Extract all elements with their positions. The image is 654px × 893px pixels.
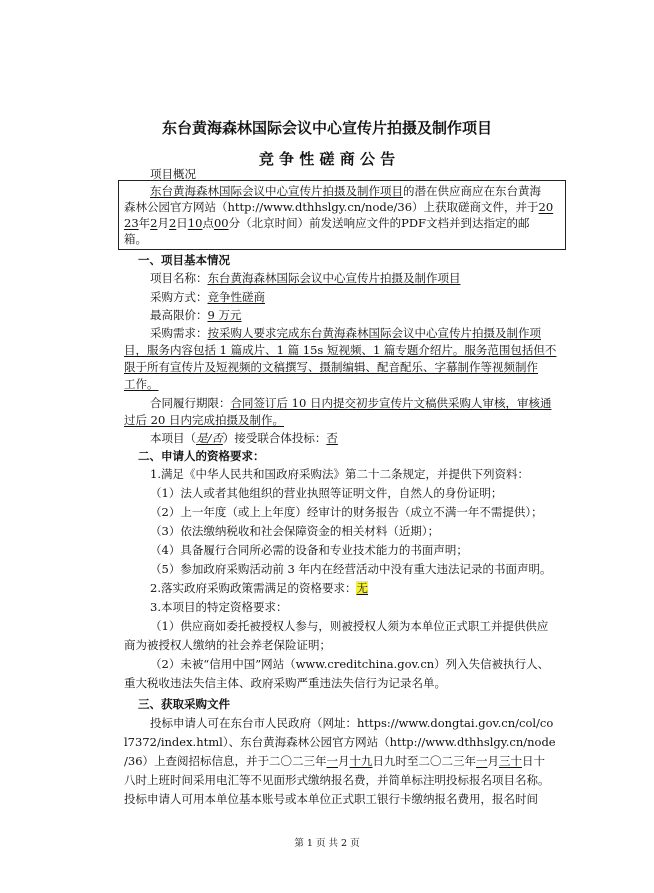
obtain-doc-line-3-f: 日十: [522, 754, 546, 768]
qualification-3-2a: （2）未被“信用中国”网站（www.creditchina.gov.cn）列入失信被执行人、: [150, 657, 550, 671]
overview-project-name: 东台黄海森林国际会议中心宣传片拍摄及制作项目: [150, 184, 403, 198]
consortium-row: [150, 430, 338, 446]
price-limit-label: 最高限价：: [150, 308, 208, 322]
project-name-row: [150, 270, 461, 286]
overview-line-1-rest: 的潜在供应商应在东台黄海: [403, 184, 541, 198]
requirement-row-1: [150, 325, 541, 341]
consortium-text-a: 本项目（: [150, 431, 196, 445]
section-2-heading: 二、申请人的资格要求：: [138, 449, 265, 463]
overview-year-part1: 20: [538, 200, 554, 214]
contract-period-text-1: 合同签订后 10 日内提交初步宣传片文稿供采购人审核，审核通: [230, 396, 552, 410]
qualification-1-1: （1）法人或者其他组织的营业执照等证明文件，自然人的身份证明；: [150, 486, 503, 500]
overview-minute: 00: [213, 216, 229, 230]
obtain-doc-line-4: 八时上班时间采用电汇等不见面形式缴纳报名费，并简单标注明投标报名项目名称。: [124, 773, 550, 787]
end-day: 三十: [499, 754, 523, 768]
qualification-3-2b: 重大税收违法失信主体、政府采购严重违法失信行为记录名单。: [124, 676, 446, 690]
overview-line-3: [124, 215, 530, 231]
qualification-1-4: （4）具备履行合同所必需的设备和专业技术能力的书面声明；: [150, 543, 468, 557]
document-subtitle: 竞 争 性 磋 商 公 告: [258, 150, 396, 168]
qualification-3-1b: 商为被授权人缴纳的社会养老保险证明；: [124, 638, 331, 652]
procurement-method-value: 竞争性磋商: [207, 290, 265, 304]
overview-day-unit: 日: [176, 216, 188, 230]
requirement-text-1: 按采购人要求完成东台黄海森林国际会议中心宣传片拍摄及制作项: [207, 326, 541, 340]
start-day: 十九: [349, 754, 373, 768]
project-name-label: 项目名称：: [150, 271, 208, 285]
page-footer: 第 1 页 共 2 页: [294, 838, 360, 849]
overview-day: 2: [168, 216, 177, 230]
section-3-heading: 三、获取采购文件: [138, 697, 230, 711]
obtain-doc-line-3-c: 日九时至二〇二三年: [372, 754, 477, 768]
overview-line-1: [150, 183, 541, 199]
overview-year-unit: 年: [138, 216, 151, 230]
qualification-2-text: 2.落实政府采购政策需满足的资格要求：: [150, 581, 357, 595]
project-name-value: 东台黄海森林国际会议中心宣传片拍摄及制作项目: [207, 271, 461, 285]
overview-line-2: [124, 199, 553, 215]
end-month-unit: 月: [487, 754, 500, 768]
price-limit-row: [150, 307, 241, 323]
end-month: 一: [476, 754, 488, 768]
qualification-1-2: （2）上一年度（或上上年度）经审计的财务报告（成立不满一年不需提供）；: [150, 505, 543, 519]
obtain-doc-line-1: 投标申请人可在东台市人民政府（网址：https://www.dongtai.gov.cn/col/co: [150, 716, 554, 730]
overview-line-4: 箱。: [124, 232, 147, 246]
qualification-3-1a: （1）供应商如委托被授权人参与，则被授权人须为本单位正式职工并提供供应: [150, 619, 549, 633]
qualification-2-value: 无: [356, 581, 368, 595]
qualification-2: [150, 580, 368, 596]
overview-line-2-text: 森林公园官方网站（http://www.dthhslgy.cn/node/36）上获取磋商文件，并于: [124, 200, 539, 214]
document-title: 东台黄海森林国际会议中心宣传片拍摄及制作项目: [161, 119, 492, 137]
obtain-doc-line-3: [124, 753, 545, 769]
contract-period-label: 合同履行期限：: [150, 396, 231, 410]
qualification-1-5: （5）参加政府采购活动前 3 年内在经营活动中没有重大违法记录的书面声明。: [150, 562, 552, 576]
consortium-value: 否: [326, 431, 338, 445]
overview-year-part2: 23: [124, 216, 139, 230]
qualification-1-3: （3）依法缴纳税收和社会保障资金的相关材料（近期）；: [150, 524, 440, 538]
overview-month-unit: 月: [157, 216, 169, 230]
obtain-doc-line-3-a: /36）上查阅招标信息，并于二〇二三年: [124, 754, 327, 768]
overview-hour: 10: [187, 216, 203, 230]
section-1-heading: 一、项目基本情况: [138, 253, 230, 267]
overview-heading: 项目概况: [150, 167, 196, 181]
start-month: 一: [326, 754, 339, 768]
obtain-doc-line-2: l7372/index.html）、东台黄海森林公园官方网站（http://www.dthhslgy.cn/node: [124, 735, 556, 749]
requirement-label: 采购需求：: [150, 326, 208, 340]
consortium-text-b: ）接受联合体投标：: [222, 431, 327, 445]
overview-line-3-rest: 分（北京时间）前发送响应文件的PDF文档并到达指定的邮: [228, 216, 530, 230]
procurement-method-label: 采购方式：: [150, 290, 208, 304]
procurement-method-row: [150, 289, 265, 305]
obtain-doc-line-5: 投标申请人可用本单位基本账号或本单位正式职工银行卡缴纳报名费用，报名时间: [124, 792, 538, 806]
consortium-options: 是/否: [196, 431, 223, 445]
requirement-text-2: 目，服务内容包括 1 篇成片、1 篇 15s 短视频、1 篇专题介绍片。服务范围包括但不: [124, 343, 557, 357]
contract-period-text-2: 过后 20 日内完成拍摄及制作。: [124, 413, 284, 427]
qualification-3: 3.本项目的特定资格要求：: [150, 600, 288, 614]
overview-hour-unit: 点: [202, 216, 214, 230]
requirement-text-4: 工作。: [124, 377, 159, 391]
price-limit-value: 9 万元: [207, 308, 242, 322]
qualification-1: 1.满足《中华人民共和国政府采购法》第二十二条规定，并提供下列资料：: [150, 467, 529, 481]
contract-period-row-1: [150, 395, 551, 411]
overview-month: 2: [150, 216, 158, 230]
start-month-unit: 月: [338, 754, 350, 768]
requirement-text-3: 限于所有宣传片及短视频的文稿撰写、摄制编辑、配音配乐、字幕制作等视频制作: [124, 360, 538, 374]
